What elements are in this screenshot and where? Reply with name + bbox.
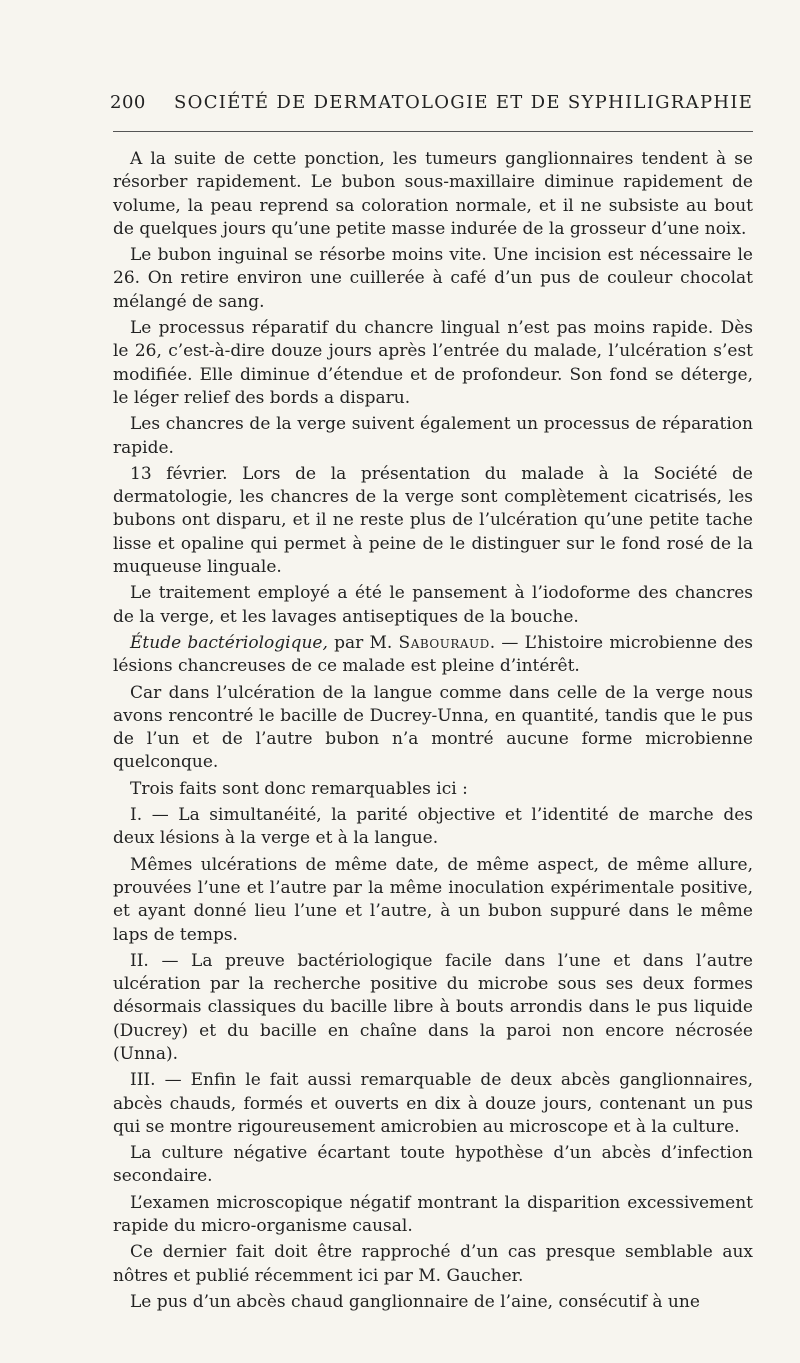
running-title: SOCIÉTÉ DE DERMATOLOGIE ET DE SYPHILIGRAPHIE xyxy=(174,92,754,113)
running-header xyxy=(110,92,755,122)
paragraph: Ce dernier fait doit être rapproché d’un cas presque semblable aux nôtres et publié récemment ici par M. Gaucher. xyxy=(113,1242,753,1286)
paragraph: 13 février. Lors de la présentation du malade à la Société de dermatologie, les chancres de la verge sont complètement cicatrisés, les bubons ont disparu, et il ne reste plus de l’ulcération qu’une petite tache lisse et opaline qui permet à peine de le distinguer sur le fond rosé de la muqueuse linguale. xyxy=(113,463,753,578)
etude-rest: . — L’histoire microbienne des lésions chancreuses de ce malade est pleine d’intérêt. xyxy=(113,632,753,677)
etude-author: Sabouraud xyxy=(398,632,490,653)
paragraph: I. — La simultanéité, la parité objective et l’identité de marche des deux lésions à la verge et à la langue. xyxy=(113,805,753,849)
paragraph: III. — Enfin le fait aussi remarquable de deux abcès ganglionnaires, abcès chauds, formés et ouverts en dix à douze jours, contenant un pus qui se montre rigoureusement amicrobien au microscope et à la culture. xyxy=(113,1070,753,1137)
paragraph: La culture négative écartant toute hypothèse d’un abcès d’infection secondaire. xyxy=(113,1143,753,1187)
header-rule xyxy=(113,131,753,132)
paragraph: Le traitement employé a été le pansement à l’iodoforme des chancres de la verge, et les lavages antiseptiques de la bouche. xyxy=(113,583,753,627)
paragraph: Mêmes ulcérations de même date, de même aspect, de même allure, prouvées l’une et l’autre par la même inoculation expérimentale positive, et ayant donné lieu l’une et l’autre, à un bubon suppuré dans le même laps de temps. xyxy=(113,854,753,945)
paragraph: Le processus réparatif du chancre lingual n’est pas moins rapide. Dès le 26, c’est-à-dire douze jours après l’entrée du malade, l’ulcération s’est modifiée. Elle diminue d’étendue et de profondeur. Son fond se déterge, le léger relief des bords a disparu. xyxy=(113,318,753,408)
paragraph: Car dans l’ulcération de la langue comme dans celle de la verge nous avons rencontré le bacille de Ducrey-Unna, en quantité, tandis que le pus de l’un et de l’autre bubon n’a montré aucune forme microbienne quelconque. xyxy=(113,682,753,773)
body-text xyxy=(113,148,753,1317)
paragraph: L’examen microscopique négatif montrant la disparition excessivement rapide du micro-organisme causal. xyxy=(113,1192,753,1237)
paragraph: Le bubon inguinal se résorbe moins vite. Une incision est nécessaire le 26. On retire environ une cuillerée à café d’un pus de couleur chocolat mélangé de sang. xyxy=(113,245,753,312)
etude-heading: Étude bactériologique, xyxy=(130,632,328,653)
paragraph: II. — La preuve bactériologique facile dans l’une et dans l’autre ulcération par la recherche positive du microbe sous ses deux formes désormais classiques du bacille libre à bouts arrondis dans le pus liquide (Ducrey) et du bacille en chaîne dans la paroi non encore nécrosée (Unna). xyxy=(113,950,753,1064)
paragraph: Trois faits sont donc remarquables ici : xyxy=(130,778,468,799)
paragraph: A la suite de cette ponction, les tumeurs ganglionnaires tendent à se résorber rapidement. Le bubon sous-maxillaire diminue rapidement de volume, la peau reprend sa coloration normale, et il ne subsiste au bout de quelques jours qu’une petite masse indurée de la grosseur d’une noix. xyxy=(113,149,753,239)
page-number: 200 xyxy=(110,92,146,113)
paragraph: Les chancres de la verge suivent également un processus de réparation rapide. xyxy=(113,414,753,458)
paragraph-etude xyxy=(113,632,753,679)
etude-par: par M. xyxy=(327,632,399,653)
paragraph: Le pus d’un abcès chaud ganglionnaire de l’aine, consécutif à une xyxy=(130,1291,700,1312)
